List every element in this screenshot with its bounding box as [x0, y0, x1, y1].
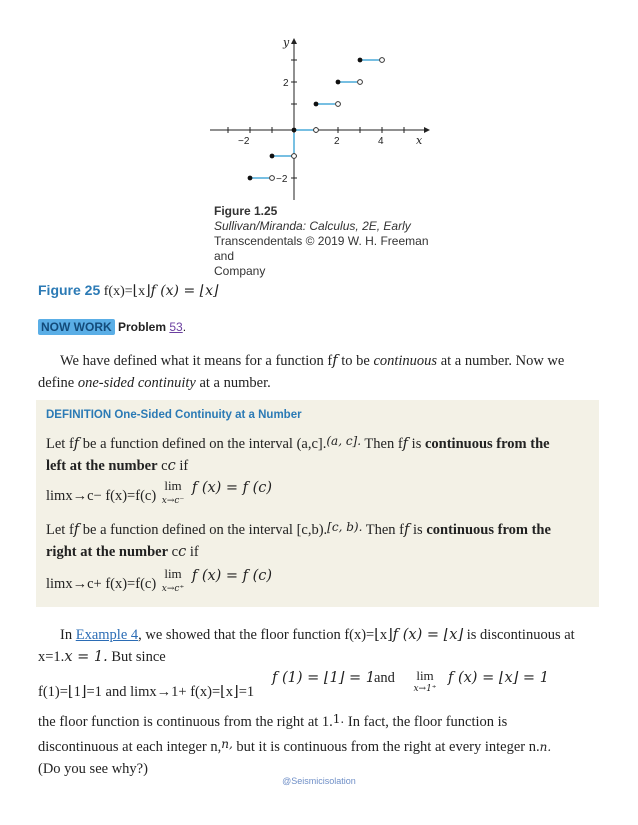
- display-math-a: f (1) = ⌊1⌋ = 1: [272, 670, 376, 686]
- def-right-c: c: [171, 544, 179, 560]
- def-right-lim-expr: f (x) = f (c): [191, 568, 273, 584]
- x-tick-label-neg2: −2: [238, 136, 250, 147]
- intro-line-1: [38, 350, 598, 372]
- definition-left: [46, 430, 596, 477]
- caption-title: Figure 1.25: [214, 204, 278, 218]
- def-right-lim-word: lim: [164, 566, 182, 581]
- caption-line-3: Company: [214, 264, 266, 278]
- conclusion-line-1: [38, 708, 603, 733]
- def-left-lim-expr: f (x) = f (c): [191, 480, 273, 496]
- intro-math-f: f: [332, 353, 338, 369]
- def-right-line-1: [46, 516, 596, 541]
- example-text-b: , we showed that the floor function f(x)=⌊x⌋: [138, 627, 393, 643]
- example-line-1: [38, 624, 603, 646]
- example-text-c: is discontinuous at: [466, 627, 575, 643]
- y-axis-label: y: [283, 36, 290, 49]
- intro-line-2: [38, 372, 598, 394]
- conclusion-text-b: In fact, the floor function is: [347, 714, 508, 730]
- conclusion-text-a: the floor function is continuous from the right at 1.: [38, 714, 333, 730]
- def-right-limit-text: limx→c+ f(x)=f(c): [46, 576, 157, 592]
- def-left-line-2: [46, 455, 596, 477]
- conclusion-text-d: but it is continuous from the right at every integer n.: [236, 739, 540, 755]
- def-left-interval-math: (a, c].: [326, 434, 362, 448]
- def-left-if: if: [179, 458, 189, 474]
- def-left-math-f: f: [73, 436, 80, 452]
- def-left-text-c: Then f: [364, 436, 403, 452]
- intro-em-one-sided: one-sided continuity: [77, 375, 196, 391]
- def-right-text-b: be a function defined on the interval [c,b).: [82, 522, 328, 538]
- problem-link[interactable]: 53: [169, 320, 183, 334]
- conclusion-paragraph: [38, 708, 603, 780]
- display-equation: [38, 664, 603, 706]
- y-tick-label-neg2: −2: [276, 174, 288, 185]
- conclusion-math-n2: n.: [539, 740, 552, 754]
- y-tick-label-2: 2: [283, 78, 289, 89]
- def-left-c: c: [161, 458, 168, 474]
- def-right-text-a: Let f: [46, 522, 74, 538]
- caption-line-2: Transcendentals © 2019 W. H. Freeman and: [214, 234, 429, 263]
- example-text-a: In: [60, 627, 73, 643]
- intro-paragraph: [38, 350, 598, 394]
- intro-text-b: to be: [341, 353, 370, 369]
- example-math-x1: x = 1.: [64, 649, 108, 665]
- example-math-floor: f (x) = ⌊x⌋: [392, 627, 464, 643]
- def-left-limit-text: limx→c− f(x)=f(c): [46, 488, 157, 504]
- def-right-bold-1: continuous from the: [426, 522, 551, 538]
- conclusion-math-n: n,: [221, 737, 233, 751]
- intro-text-c: at a number. Now we: [440, 353, 565, 369]
- conclusion-math-1: 1.: [332, 712, 345, 726]
- def-left-text-b: be a function defined on the interval (a,c].: [82, 436, 327, 452]
- intro-text-d: define: [38, 375, 75, 391]
- display-math-b: f (x) = ⌊x⌋ = 1: [448, 670, 549, 686]
- x-axis-arrow: [424, 127, 430, 133]
- watermark: @Seismicisolation: [282, 776, 356, 786]
- def-right-limit: [46, 564, 272, 594]
- def-left-lim-sub: x→c⁻: [161, 496, 185, 506]
- definition-title: DEFINITION One-Sided Continuity at a Number: [46, 409, 302, 421]
- def-right-text-d: is: [413, 522, 423, 538]
- def-left-lim-word: lim: [164, 478, 182, 493]
- def-right-lim-sub: x→c⁺: [161, 584, 185, 594]
- def-left-text-d: is: [411, 436, 422, 452]
- y-axis-arrow: [291, 38, 297, 44]
- example-text-d: x=1.: [38, 649, 65, 665]
- display-limit-operator: [406, 668, 444, 694]
- caption-line-1: Sullivan/Miranda: Calculus, 2E, Early: [214, 219, 411, 233]
- def-right-c-math: c: [178, 544, 187, 560]
- step-segments: [250, 60, 379, 178]
- def-left-line-1: [46, 430, 596, 455]
- def-right-text-c: Then f: [365, 522, 405, 538]
- def-left-c-math: c: [167, 458, 176, 474]
- def-left-bold-2: left at the number: [46, 458, 158, 474]
- conclusion-line-2: [38, 733, 603, 758]
- conclusion-line-3: (Do you see why?): [38, 761, 148, 777]
- def-left-limit: [46, 476, 272, 506]
- definition-right: [46, 516, 596, 563]
- def-left-limit-operator: [162, 476, 184, 506]
- display-equation-text: f(1)=⌊1⌋=1 and limx→1+ f(x)=⌊x⌋=1: [38, 684, 255, 700]
- open-endpoints: [270, 58, 385, 181]
- example-4-link[interactable]: Example 4: [75, 627, 139, 643]
- figure-number: Figure 25: [38, 282, 101, 298]
- x-axis-label: x: [416, 134, 423, 147]
- x-tick-label-4: 4: [378, 136, 384, 147]
- example-text-e: But since: [111, 649, 166, 665]
- figure-math: f (x) = ⌊x⌋: [150, 283, 219, 299]
- def-right-math-f: f: [73, 522, 80, 538]
- def-left-math-f2: f: [402, 436, 409, 452]
- closed-endpoints: [248, 58, 363, 181]
- def-right-limit-operator: [162, 564, 184, 594]
- display-lim-word: lim: [416, 668, 434, 683]
- floor-function-graph: [206, 32, 436, 202]
- intro-em-continuous: continuous: [373, 353, 438, 369]
- now-work-pill: NOW WORK: [38, 319, 115, 335]
- def-right-if: if: [189, 544, 199, 560]
- conclusion-text-c: discontinuous at each integer n,: [38, 739, 222, 755]
- intro-text-e: at a number.: [199, 375, 271, 391]
- now-work-problem: Problem: [118, 320, 167, 334]
- intro-text-a: We have defined what it means for a function f: [60, 353, 333, 369]
- def-right-interval-math: [c, b).: [327, 520, 363, 534]
- display-lim-sub: x→1⁺: [413, 684, 437, 694]
- now-work: [38, 320, 186, 334]
- figure-caption: [214, 204, 444, 279]
- def-left-bold-1: continuous from the: [424, 436, 550, 452]
- x-tick-label-2: 2: [334, 136, 340, 147]
- def-left-text-a: Let f: [46, 436, 74, 452]
- example-paragraph: [38, 624, 603, 668]
- figure-text: f(x)=⌊x⌋: [103, 284, 151, 299]
- def-right-bold-2: right at the number: [46, 544, 169, 560]
- now-work-period: .: [182, 320, 187, 334]
- def-right-math-f2: f: [404, 522, 410, 538]
- display-and: and: [374, 670, 395, 686]
- def-right-line-2: [46, 541, 596, 563]
- figure-label: [38, 282, 218, 300]
